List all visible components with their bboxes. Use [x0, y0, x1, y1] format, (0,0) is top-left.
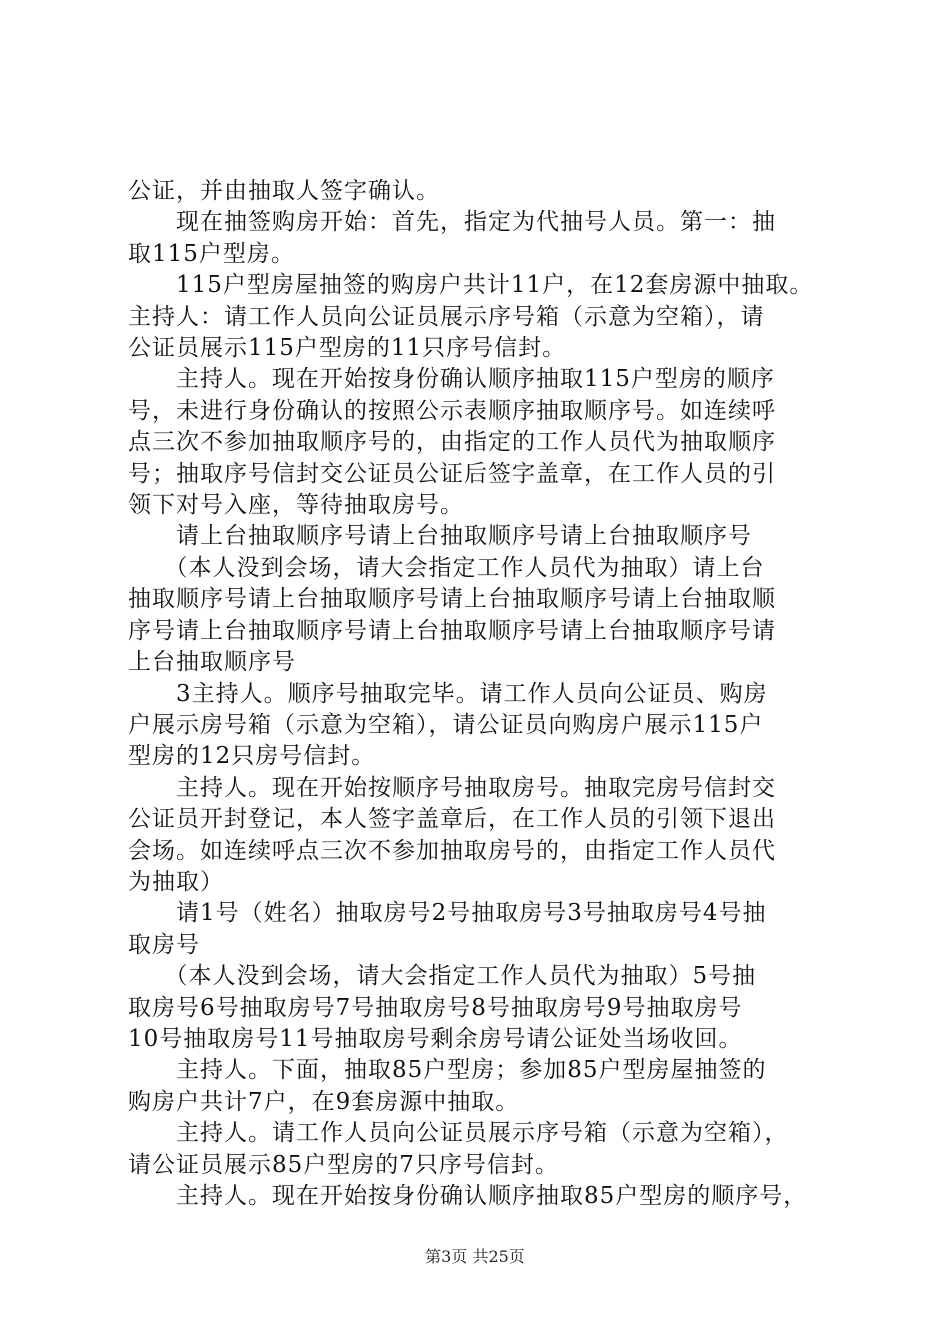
text-line: 号；抽取序号信封交公证员公证后签字盖章，在工作人员的引 [128, 460, 776, 487]
text-line: 主持人：请工作人员向公证员展示序号箱（示意为空箱），请 [128, 303, 765, 330]
text-line: 点三次不参加抽取顺序号的，由指定的工作人员代为抽取顺序 [128, 429, 776, 456]
text-line: 公证员开封登记，本人签字盖章后，在工作人员的引领下退出 [128, 806, 776, 833]
text-line: 号，未进行身份确认的按照公示表顺序抽取顺序号。如连续呼 [128, 397, 776, 424]
text-line: 购房户共计7户，在9套房源中抽取。 [128, 1088, 520, 1115]
text-line: 为抽取） [128, 868, 224, 895]
document-body [128, 176, 838, 1212]
text-line: （本人没到会场，请大会指定工作人员代为抽取）请上台 [128, 554, 765, 581]
text-line: 主持人。现在开始按顺序号抽取房号。抽取完房号信封交 [128, 774, 776, 801]
text-line: 会场。如连续呼点三次不参加抽取房号的，由指定工作人员代 [128, 837, 776, 864]
text-line: 请上台抽取顺序号请上台抽取顺序号请上台抽取顺序号 [128, 523, 752, 550]
text-line: 取房号 [128, 931, 200, 958]
text-line: 取115户型房。 [128, 240, 295, 267]
text-line: 序号请上台抽取顺序号请上台抽取顺序号请上台抽取顺序号请 [128, 617, 776, 644]
text-line: 主持人。现在开始按身份确认顺序抽取85户型房的顺序号， [128, 1183, 808, 1209]
text-line: （本人没到会场，请大会指定工作人员代为抽取）5号抽 [128, 963, 757, 990]
text-line: 公证员展示115户型房的11只序号信封。 [128, 335, 567, 362]
text-line: 请1号（姓名）抽取房号2号抽取房号3号抽取房号4号抽 [128, 900, 767, 927]
text-line: 型房的12只房号信封。 [128, 743, 376, 770]
text-line: 主持人。现在开始按身份确认顺序抽取115户型房的顺序 [128, 366, 775, 393]
text-line: 请公证员展示85户型房的7只序号信封。 [128, 1151, 559, 1178]
text-line: 上台抽取顺序号 [128, 649, 296, 676]
text-line: 户展示房号箱（示意为空箱），请公证员向购房户展示115户 [128, 711, 764, 738]
text-line: 领下对号入座，等待抽取房号。 [128, 492, 464, 519]
text-line: 取房号6号抽取房号7号抽取房号8号抽取房号9号抽取房号 [128, 994, 743, 1021]
text-line: 10号抽取房号11号抽取房号剩余房号请公证处当场收回。 [128, 1025, 743, 1052]
text-line: 115户型房屋抽签的购房户共计11户，在12套房源中抽取。 [128, 272, 814, 299]
page-number-footer: 第3页 共25页 [425, 1247, 525, 1266]
text-line: 抽取顺序号请上台抽取顺序号请上台抽取顺序号请上台抽取顺 [128, 586, 776, 613]
text-line: 主持人。请工作人员向公证员展示序号箱（示意为空箱）， [128, 1120, 789, 1147]
text-line: 3主持人。顺序号抽取完毕。请工作人员向公证员、购房 [128, 680, 768, 707]
text-line: 主持人。下面，抽取85户型房；参加85户型房屋抽签的 [128, 1057, 767, 1084]
text-line: 现在抽签购房开始：首先，指定为代抽号人员。第一：抽 [128, 209, 776, 236]
text-line: 公证，并由抽取人签字确认。 [128, 178, 440, 204]
